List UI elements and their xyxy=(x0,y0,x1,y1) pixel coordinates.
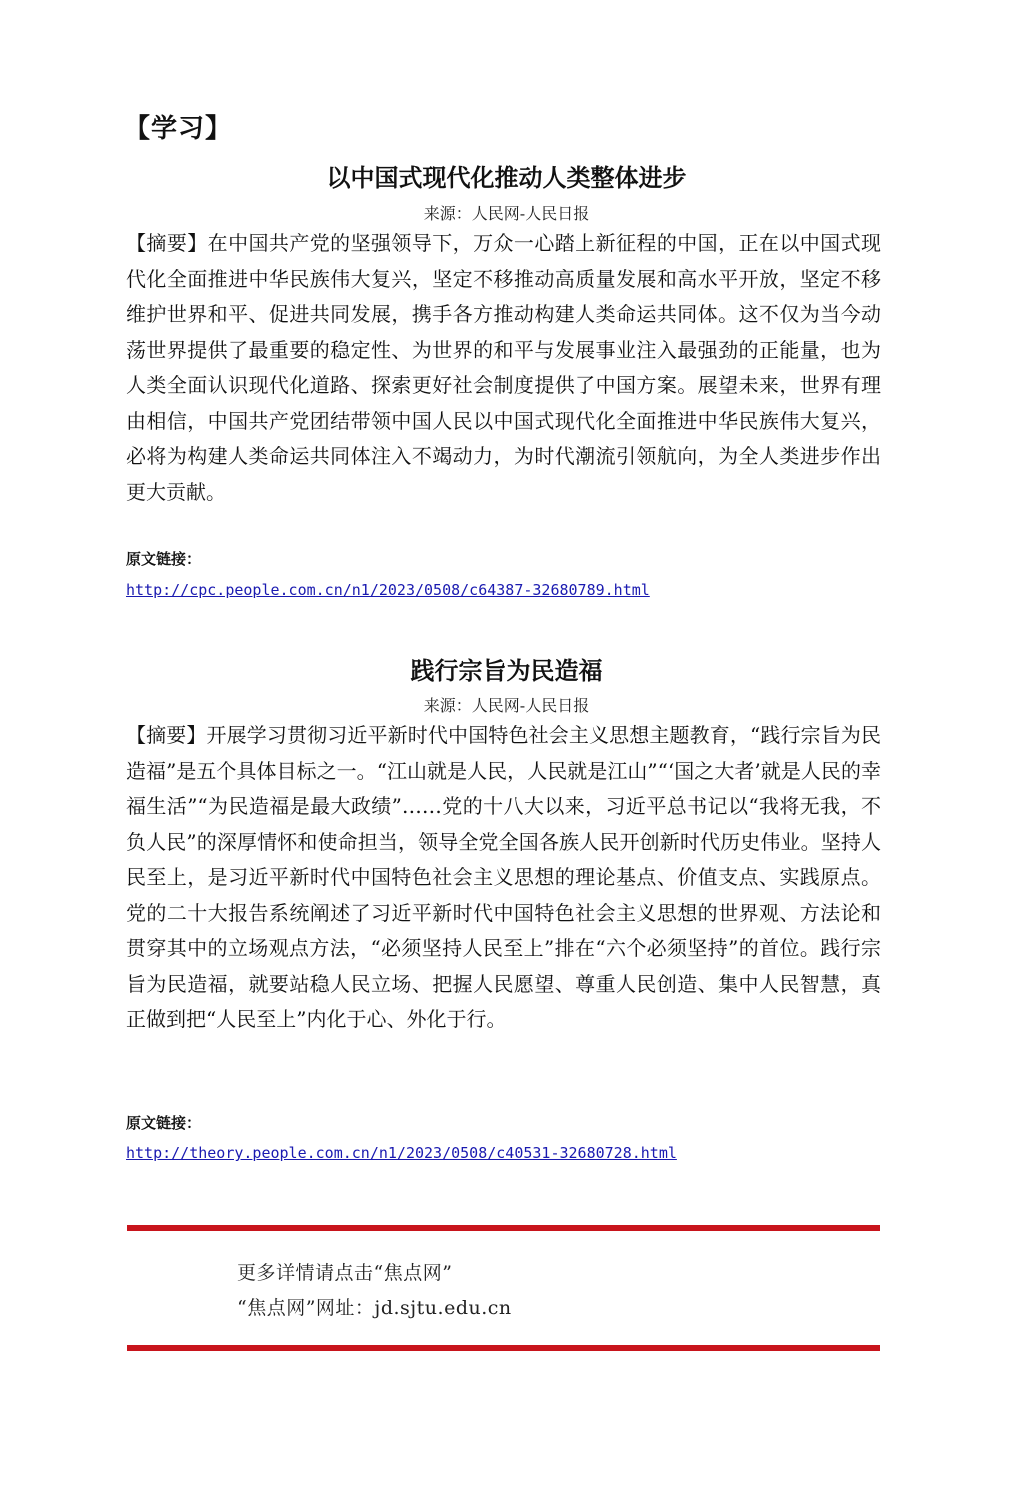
footer-site-address: “焦点网”网址：jd.sjtu.edu.cn xyxy=(237,1297,512,1319)
article-1-source: 来源：人民网-人民日报 xyxy=(423,204,590,223)
article-2-abstract: 【摘要】开展学习贯彻习近平新时代中国特色社会主义思想主题教育，“践行宗旨为民造福”是五个具体目标之一。“江山就是人民，人民就是江山”“‘国之大者’就是人民的幸福生活”“为民造福是最大政绩”……党的十八大以来，习近平总书记以“我将无我，不负人民”的深厚情怀和使命担当，领导全党全国各族人民开创新时代历史伟业。坚持人民至上，是习近平新时代中国特色社会主义思想的理论基点、价值支点、实践原点。党的二十大报告系统阐述了习近平新时代中国特色社会主义思想的世界观、方法论和贯穿其中的立场观点方法，“必须坚持人民至上”排在“六个必须坚持”的首位。践行宗旨为民造福，就要站稳人民立场、把握人民愿望、尊重人民创造、集中人民智慧，真正做到把“人民至上”内化于心、外化于行。 xyxy=(126,723,881,1031)
article-2-source: 来源：人民网-人民日报 xyxy=(423,696,590,715)
article-1-link-label: 原文链接： xyxy=(126,550,202,568)
article-1-title: 以中国式现代化推动人类整体进步 xyxy=(326,164,687,192)
article-2-link-label: 原文链接： xyxy=(126,1114,202,1132)
footer-more-info: 更多详情请点击“焦点网” xyxy=(237,1262,453,1284)
section-tag: 【学习】 xyxy=(124,114,233,144)
footer-top-rule xyxy=(127,1225,880,1231)
article-1-link[interactable]: http://cpc.people.com.cn/n1/2023/0508/c64387-32680789.html xyxy=(126,581,650,599)
article-2-link[interactable]: http://theory.people.com.cn/n1/2023/0508/c40531-32680728.html xyxy=(126,1144,677,1162)
article-1-abstract: 【摘要】在中国共产党的坚强领导下，万众一心踏上新征程的中国，正在以中国式现代化全面推进中华民族伟大复兴，坚定不移推动高质量发展和高水平开放，坚定不移维护世界和平、促进共同发展，携手各方推动构建人类命运共同体。这不仅为当今动荡世界提供了最重要的稳定性、为世界的和平与发展事业注入最强劲的正能量，也为人类全面认识现代化道路、探索更好社会制度提供了中国方案。展望未来，世界有理由相信，中国共产党团结带领中国人民以中国式现代化全面推进中华民族伟大复兴，必将为构建人类命运共同体注入不竭动力，为时代潮流引领航向，为全人类进步作出更大贡献。 xyxy=(126,231,881,504)
article-2-title: 践行宗旨为民造福 xyxy=(410,657,603,685)
footer-bottom-rule xyxy=(127,1345,880,1351)
